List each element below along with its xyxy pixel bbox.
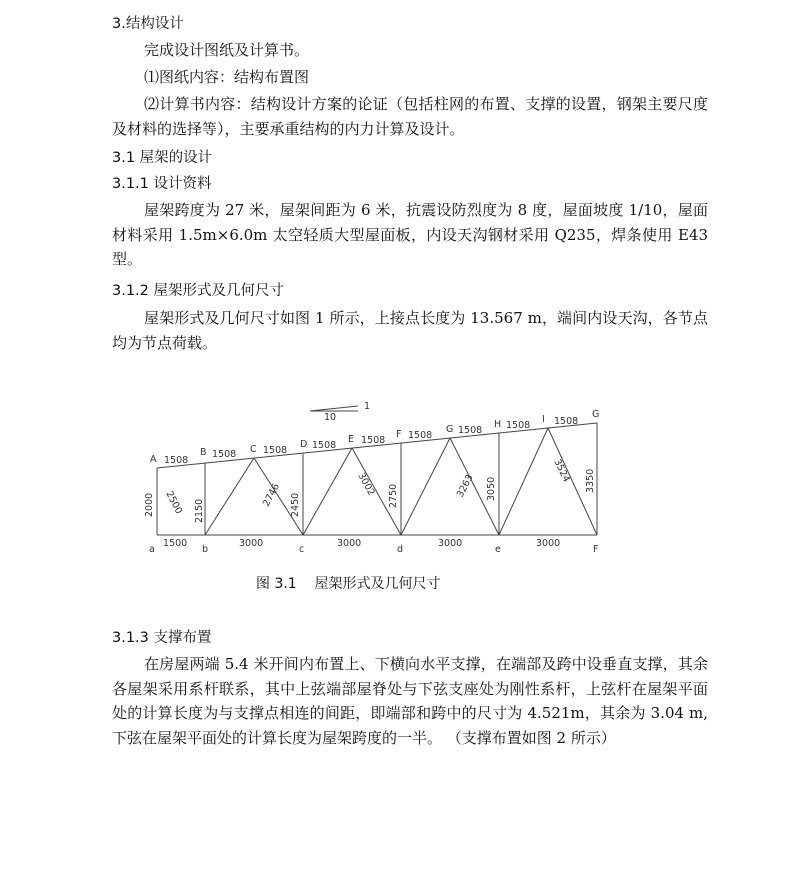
top-panel-length: 1508 [361,435,386,446]
bottom-panel-length: 3000 [239,538,264,549]
vertical-height-label: 2150 [194,498,205,523]
slope-run-label: 10 [324,412,337,423]
top-panel-length: 1508 [458,425,483,436]
diagonal-member [205,458,254,535]
diagonal-length-label: 2746 [260,481,283,509]
top-panel-length: 1508 [212,449,237,460]
end-height-label: 2000 [144,492,155,517]
diagonal-member [401,438,450,535]
section-3-1-1-heading: 3.1.1 设计资料 [112,176,212,192]
bottom-panel-length: 1500 [163,538,188,549]
node-label-bottom: e [495,544,501,555]
node-label-top: B [200,447,207,458]
node-label-top: D [300,439,308,450]
section-3-heading: 3.结构设计 [112,16,184,32]
section-3-1-heading: 3.1 屋架的设计 [112,150,213,166]
truss-figure [140,395,610,565]
node-label-top: C [250,444,257,455]
section-3-1-3-paragraph: 在房屋两端 5.4 米开间内布置上、下横向水平支撑，在端部及跨中设垂直支撑，其余各屋架采用系杆联系，其中上弦端部屋脊处与下弦支座处为刚性系杆，上弦杆在屋架平面处的计算长度为与支撑点相连的间距，即端部和跨中的尺寸为 4.521m，其余为 3.04 m,下弦在屋架平面处的计算长度为屋架跨度的一半。 （支撑布置如图 2 所示） [112,655,708,747]
node-label-top: E [348,434,355,445]
diagonal-member [303,448,352,535]
vertical-height-label: 3050 [486,476,497,501]
top-panel-length: 1508 [506,420,531,431]
node-label-bottom: d [397,544,404,555]
section-3-line-1: 完成设计图纸及计算书。 [144,41,310,59]
node-label-bottom: c [299,544,305,555]
diagonal-member [499,428,548,535]
top-panel-length: 1508 [554,416,579,427]
slope-indicator-line [310,406,358,411]
diagonal-length-label: 2500 [163,489,185,516]
top-panel-length: 1508 [312,440,337,451]
diagonal-length-label: 3263 [454,472,476,500]
section-3-1-3-heading: 3.1.3 支撑布置 [112,630,212,646]
vertical-height-label: 3350 [585,468,596,493]
node-label-top: A [150,454,157,465]
node-label-bottom: F [593,544,599,555]
node-label-top: I [542,414,545,425]
node-label-top: G [592,409,600,420]
section-3-1-2-heading: 3.1.2 屋架形式及几何尺寸 [112,283,285,299]
top-panel-length: 1508 [263,445,288,456]
vertical-height-label: 2750 [388,483,399,508]
truss-geometry [157,406,600,535]
bottom-panel-length: 3000 [337,538,362,549]
node-label-top: F [396,429,402,440]
node-label-bottom: b [202,544,209,555]
node-label-bottom: a [149,544,155,555]
node-label-top: G [446,424,454,435]
section-3-1-2-paragraph: 屋架形式及几何尺寸如图 1 所示，上接点长度为 13.567 m，端间内设天沟，各节点均为节点荷载。 [112,309,708,352]
section-3-line-2: ⑴图纸内容：结构布置图 [144,68,310,86]
vertical-height-label: 2450 [290,492,301,517]
node-label-top: H [494,419,502,430]
bottom-panel-length: 3000 [438,538,463,549]
figure-caption: 图 3.1 屋架形式及几何尺寸 [256,576,441,592]
slope-rise-label: 1 [364,401,371,412]
diagonal-length-label: 3002 [355,471,377,498]
section-3-paragraph: ⑵计算书内容：结构设计方案的论证（包括柱网的布置、支撑的设置，钢架主要尺度及材料的选择等），主要承重结构的内力计算及设计。 [112,95,708,138]
diagonal-length-label: 3524 [551,457,572,485]
top-panel-length: 1508 [164,455,189,466]
top-panel-length: 1508 [408,430,433,441]
section-3-1-1-paragraph: 屋架跨度为 27 米，屋架间距为 6 米，抗震设防烈度为 8 度，屋面坡度 1/10，屋面材料采用 1.5m×6.0m 太空轻质大型屋面板，内设天沟钢材采用 Q235，焊条使用 E43 型。 [112,201,708,268]
bottom-panel-length: 3000 [536,538,561,549]
